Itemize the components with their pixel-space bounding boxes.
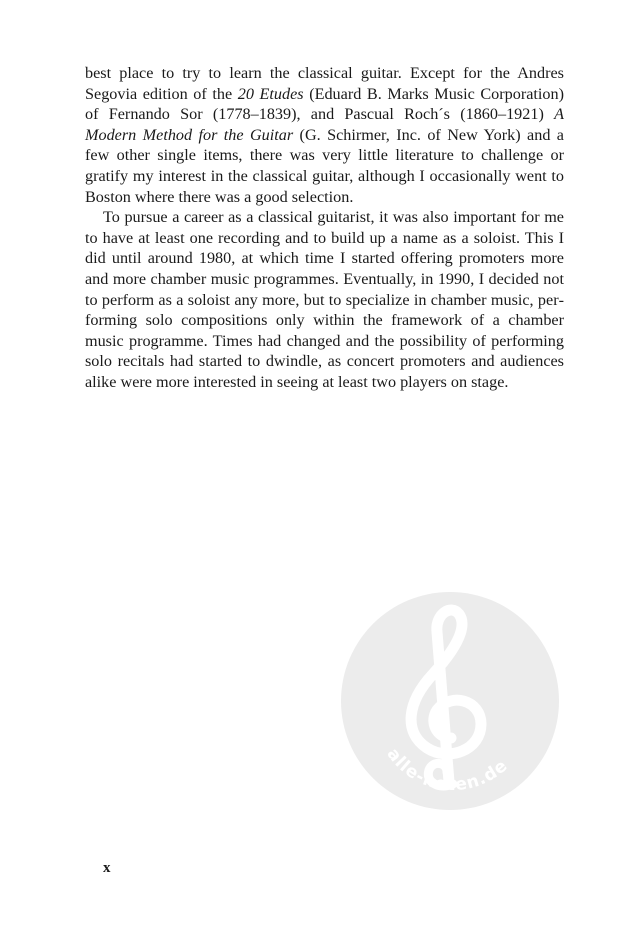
treble-clef-icon	[341, 592, 559, 810]
paragraph-2: To pursue a career as a classical guitarist, it was also important for me to have at least one recording and to build up a name as a soloist. This I did until around 1980, at which time I started offering promoters more and more chamber music programmes. Eventually, in 1990, I decided not to perform as a soloist any more, but to specialize in chamber music, performing solo compositions only within the framework of a chamber music programme. Times had changed and the possibility of performing solo recitals had started to dwindle, as concert promoters and audiences alike were more interested in seeing at least two players on stage.	[85, 208, 564, 391]
paragraph-1-part-1: best place to try to learn the classical guitar. Except for the Andres Segovia edition of the	[85, 64, 564, 103]
page-number: x	[103, 860, 111, 876]
body-text	[85, 63, 564, 393]
book-title-modern-method: A Modern Method for the Guitar	[85, 105, 564, 144]
paragraph-1-part-3: (Eduard B. Marks Music Corporation) of Fernando Sor (1778–1839), and Pascual Roch´s (1860–1921)	[85, 84, 564, 124]
watermark-text: alle-noten.de	[382, 744, 512, 796]
watermark	[341, 592, 559, 810]
book-title-20-etudes: 20 Etudes	[237, 84, 304, 103]
paragraph-1-part-5: (G. Schirmer, Inc. of New York) and a few other single items, there was very little literature to challenge or gratify my interest in the classical guitar, although I occasionally went to Boston where there was a good selection.	[85, 125, 564, 206]
paragraph-1	[85, 63, 564, 207]
